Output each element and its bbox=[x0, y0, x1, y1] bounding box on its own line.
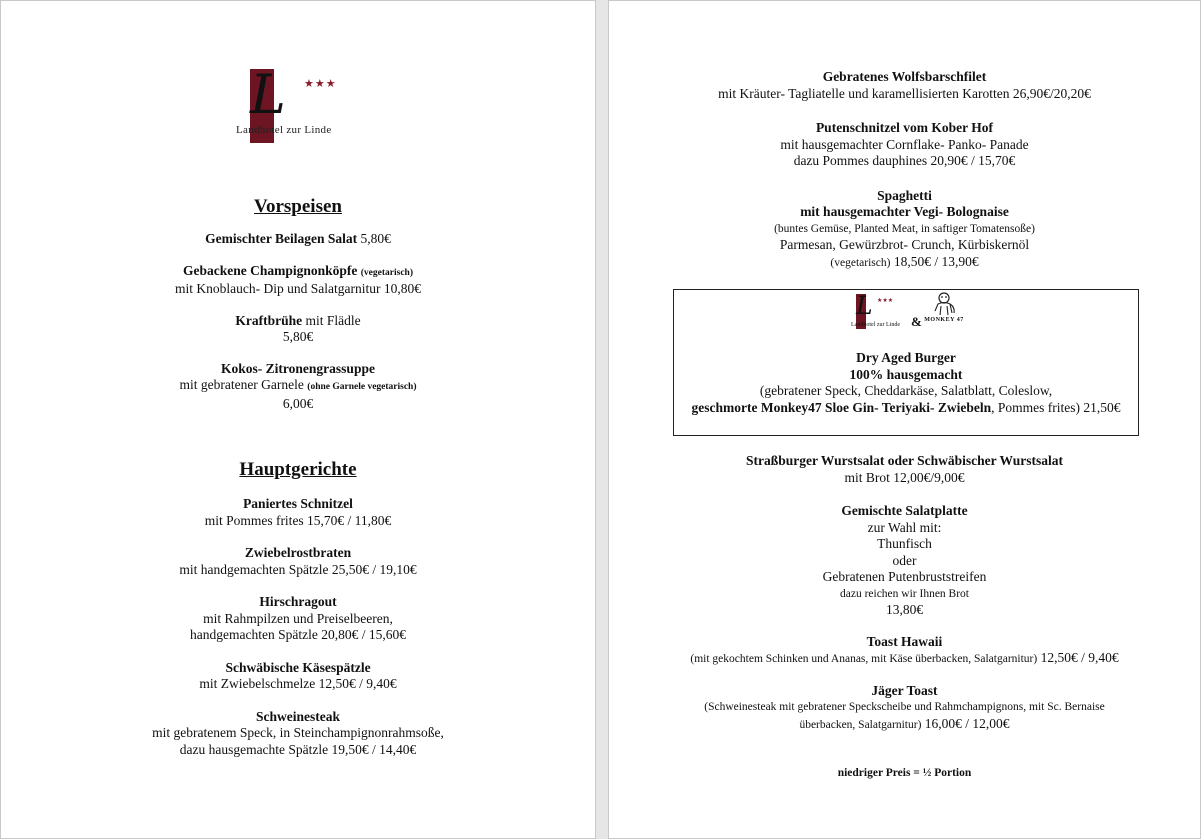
item-desc: mit Flädle bbox=[305, 312, 361, 328]
item-price: 6,00€ bbox=[282, 395, 314, 411]
item-line: mit Pommes frites 15,70€ / 11,80€ bbox=[204, 512, 392, 528]
monkey47-logo bbox=[924, 291, 964, 331]
item-line: zur Wahl mit: bbox=[867, 519, 942, 535]
item-line: (Schweinesteak mit gebratener Speckscheibe und Rahmchampignons, mit Sc. Bernaise bbox=[704, 701, 1105, 713]
item-note: (ohne Garnele vegetarisch) bbox=[307, 382, 417, 392]
partner-name: MONKEY 47 bbox=[924, 317, 964, 323]
main-item bbox=[0, 545, 596, 578]
item-name: Schwäbische Käsespätzle bbox=[225, 659, 371, 675]
item-name: Paniertes Schnitzel bbox=[243, 496, 353, 511]
logo-stars: ★★★ bbox=[877, 298, 894, 304]
item-name: Straßburger Wurstsalat oder Schwäbischer Wurstsalat bbox=[745, 453, 1064, 468]
main-item bbox=[0, 660, 596, 693]
burger-promo-box bbox=[673, 289, 1139, 436]
item-line: mit Kräuter- Tagliatelle und karamellisierten Karotten 26,90€/20,20€ bbox=[718, 85, 1091, 101]
logo-initial: L bbox=[250, 63, 286, 126]
logo-initial: L bbox=[856, 291, 873, 320]
hotel-logo-small bbox=[847, 291, 907, 332]
logo-stars: ★★★ bbox=[304, 78, 337, 90]
item-price: 5,80€ bbox=[360, 231, 391, 246]
dish-burger bbox=[674, 350, 1138, 416]
item-price: 5,80€ bbox=[282, 329, 314, 344]
item-line: Parmesan, Gewürzbrot- Crunch, Kürbiskernöl bbox=[779, 237, 1030, 252]
item-price: 18,50€ / 13,90€ bbox=[893, 253, 979, 269]
item-sub: mit hausgemachter Vegi- Bolognaise bbox=[800, 204, 1009, 219]
mains-title: Hauptgerichte bbox=[239, 459, 357, 480]
item-line: mit hausgemachter Cornflake- Panko- Panade bbox=[780, 136, 1029, 152]
dish-putenschnitzel bbox=[608, 120, 1201, 170]
starters-title: Vorspeisen bbox=[254, 196, 342, 217]
item-name: Toast Hawaii bbox=[866, 633, 943, 649]
dish-wurstsalat bbox=[608, 453, 1201, 486]
item-line: mit Rahmpilzen und Preiselbeeren, bbox=[203, 610, 393, 626]
item-line: Gebratenen Putenbruststreifen bbox=[822, 569, 987, 584]
dish-jaeger-toast bbox=[608, 683, 1201, 734]
item-name: Jäger Toast bbox=[871, 682, 938, 698]
right-column-top bbox=[608, 69, 1201, 271]
main-item bbox=[0, 594, 596, 644]
hotel-logo bbox=[236, 63, 366, 145]
dish-wolfsbarsch bbox=[608, 69, 1201, 102]
logo-name: Landhotel zur Linde bbox=[851, 322, 900, 328]
item-line: oder bbox=[892, 552, 917, 568]
item-note: (vegetarisch) bbox=[830, 256, 891, 269]
item-line: mit handgemachten Spätzle 25,50€ / 19,10€ bbox=[179, 561, 417, 577]
item-name: Spaghetti bbox=[877, 187, 932, 203]
starter-item bbox=[0, 313, 596, 346]
mains-section bbox=[0, 458, 596, 758]
item-price: 16,00€ / 12,00€ bbox=[924, 715, 1010, 731]
item-note: (vegetarisch) bbox=[360, 267, 413, 278]
item-line: mit gebratenem Speck, in Steinchampignonrahmsoße, bbox=[152, 725, 444, 740]
item-price: 12,50€ / 9,40€ bbox=[1040, 650, 1119, 665]
monkey-icon bbox=[930, 291, 958, 317]
item-line: (gebratener Speck, Cheddarkäse, Salatblatt, Coleslow, bbox=[759, 383, 1053, 398]
item-name: Dry Aged Burger bbox=[856, 350, 956, 365]
main-item bbox=[0, 709, 596, 759]
item-line-bold: geschmorte Monkey47 Sloe Gin- Teriyaki- Zwiebeln bbox=[691, 399, 992, 415]
starter-item bbox=[0, 231, 596, 248]
item-line: handgemachten Spätzle 20,80€ / 15,60€ bbox=[190, 627, 406, 642]
item-note: (buntes Gemüse, Planted Meat, in saftiger Tomatensoße) bbox=[774, 222, 1035, 235]
starters-section bbox=[0, 195, 596, 412]
item-line: dazu Pommes dauphines 20,90€ / 15,70€ bbox=[793, 153, 1016, 168]
starter-item bbox=[0, 361, 596, 413]
right-column-bottom bbox=[608, 453, 1201, 782]
item-name: Gebratenes Wolfsbarschfilet bbox=[822, 69, 987, 84]
item-name: Kraftbrühe bbox=[235, 312, 303, 328]
item-name: Gemischter Beilagen Salat bbox=[205, 231, 358, 246]
item-line: (mit gekochtem Schinken und Ananas, mit Käse überbacken, Salatgarnitur) bbox=[690, 653, 1038, 665]
item-line-rest: , Pommes frites) 21,50€ bbox=[991, 399, 1121, 415]
item-line: überbacken, Salatgarnitur) bbox=[799, 718, 922, 731]
portion-footnote: niedriger Preis = ½ Portion bbox=[837, 767, 972, 779]
item-line: mit Brot 12,00€/9,00€ bbox=[844, 469, 965, 485]
item-name: Gebackene Champignonköpfe bbox=[182, 262, 358, 278]
item-line: dazu hausgemachte Spätzle 19,50€ / 14,40€ bbox=[179, 741, 417, 757]
item-name: Hirschragout bbox=[259, 594, 337, 609]
item-name: Zwiebelrostbraten bbox=[244, 545, 352, 560]
item-line: mit Zwiebelschmelze 12,50€ / 9,40€ bbox=[199, 676, 397, 691]
item-name: Schweinesteak bbox=[256, 708, 340, 724]
dish-spaghetti bbox=[608, 188, 1201, 272]
dish-salatplatte bbox=[608, 503, 1201, 619]
item-price: 13,80€ bbox=[885, 602, 924, 617]
item-desc: mit Knoblauch- Dip und Salatgarnitur 10,80€ bbox=[175, 281, 421, 296]
item-name: Gemischte Salatplatte bbox=[841, 503, 968, 518]
item-sub: 100% hausgemacht bbox=[849, 366, 963, 382]
item-desc: mit gebratener Garnele bbox=[179, 377, 304, 392]
main-item bbox=[0, 496, 596, 529]
item-line: Thunfisch bbox=[877, 536, 932, 551]
item-note: dazu reichen wir Ihnen Brot bbox=[839, 587, 969, 600]
logo-name: Landhotel zur Linde bbox=[236, 124, 332, 136]
item-name: Putenschnitzel vom Kober Hof bbox=[815, 120, 994, 135]
item-name: Kokos- Zitronengrassuppe bbox=[221, 360, 375, 376]
ampersand: & bbox=[911, 314, 922, 329]
starter-item bbox=[0, 263, 596, 298]
dish-toast-hawaii bbox=[608, 634, 1201, 668]
